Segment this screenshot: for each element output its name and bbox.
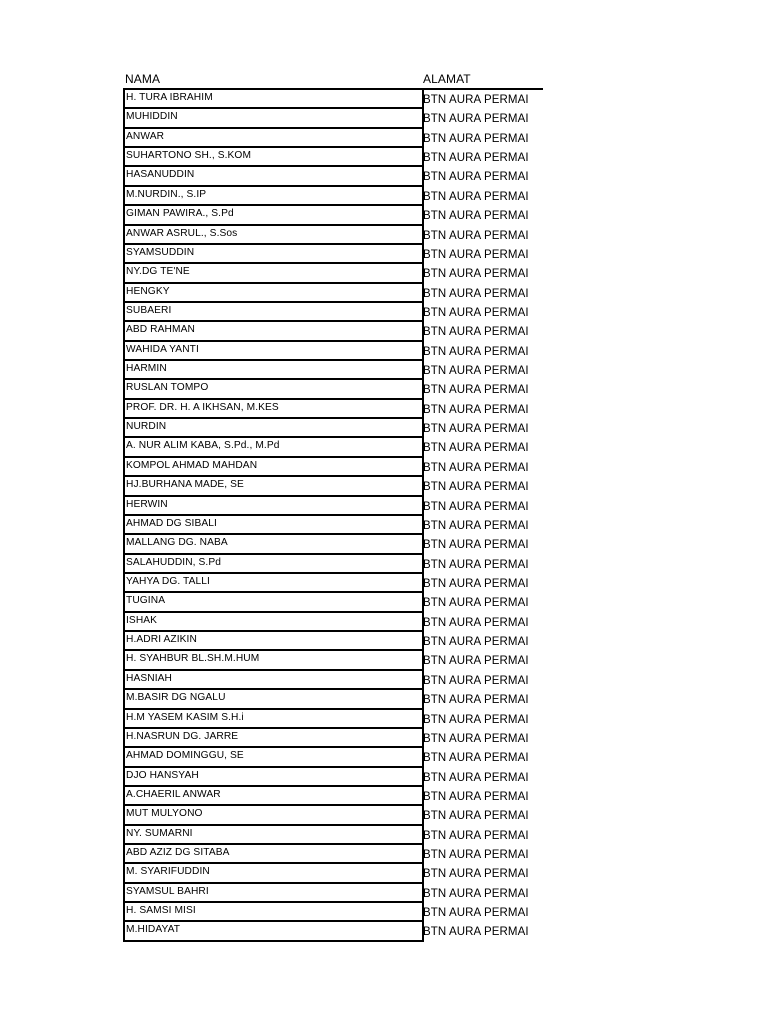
name-cell: HJ.BURHANA MADE, SE [123,477,424,496]
table-row [123,651,543,670]
name-cell: ABD RAHMAN [123,322,424,341]
address-cell: BTN AURA PERMAI [423,384,529,397]
table-row [123,245,543,264]
table-row [123,671,543,690]
table-row [123,864,543,883]
name-cell: PROF. DR. H. A IKHSAN, M.KES [123,400,424,419]
name-cell: H.M YASEM KASIM S.H.i [123,710,424,729]
address-cell: BTN AURA PERMAI [423,423,529,436]
name-cell: HERWIN [123,497,424,516]
name-cell: MALLANG DG. NABA [123,535,424,554]
table-row [123,187,543,206]
table-row [123,690,543,709]
address-cell: BTN AURA PERMAI [423,694,529,707]
table-row [123,109,543,128]
name-cell: M.NURDIN., S.IP [123,187,424,206]
name-cell: M. SYARIFUDDIN [123,864,424,883]
name-cell: M.BASIR DG NGALU [123,690,424,709]
table-row [123,361,543,380]
address-cell: BTN AURA PERMAI [423,461,529,474]
address-cell: BTN AURA PERMAI [423,732,529,745]
address-cell: BTN AURA PERMAI [423,248,529,261]
table-row [123,284,543,303]
name-cell: ABD AZIZ DG SITABA [123,845,424,864]
name-cell: NY. SUMARNI [123,826,424,845]
column-header-nama: NAMA [125,72,161,86]
table-row [123,826,543,845]
address-cell: BTN AURA PERMAI [423,94,529,106]
table-row [123,593,543,612]
name-cell: HASNIAH [123,671,424,690]
address-cell: BTN AURA PERMAI [423,481,529,494]
address-cell: BTN AURA PERMAI [423,597,529,610]
address-cell: BTN AURA PERMAI [423,539,529,552]
address-cell: BTN AURA PERMAI [423,655,529,668]
table-row [123,458,543,477]
name-cell: A.CHAERIL ANWAR [123,787,424,806]
address-cell: BTN AURA PERMAI [423,365,529,378]
address-cell: BTN AURA PERMAI [423,752,529,765]
address-cell: BTN AURA PERMAI [423,558,529,571]
address-cell: BTN AURA PERMAI [423,132,529,145]
table-row [123,477,543,496]
table-row [123,903,543,922]
address-cell: BTN AURA PERMAI [423,829,529,842]
table-row [123,342,543,361]
name-cell: H. SYAHBUR BL.SH.M.HUM [123,651,424,670]
name-cell: MUHIDDIN [123,109,424,128]
table-row [123,535,543,554]
name-cell: ISHAK [123,613,424,632]
address-cell: BTN AURA PERMAI [423,306,529,319]
name-cell: YAHYA DG. TALLI [123,574,424,593]
table-row [123,419,543,438]
table-row [123,710,543,729]
table-row [123,613,543,632]
address-cell: BTN AURA PERMAI [423,519,529,532]
table-row [123,768,543,787]
table-row [123,555,543,574]
name-cell: AHMAD DOMINGGU, SE [123,748,424,767]
table-row [123,264,543,283]
table-row [123,574,543,593]
address-cell: BTN AURA PERMAI [423,771,529,784]
address-cell: BTN AURA PERMAI [423,268,529,281]
name-cell: H.ADRI AZIKIN [123,632,424,651]
name-cell: HARMIN [123,361,424,380]
name-cell: H. TURA IBRAHIM [123,90,424,109]
name-cell: GIMAN PAWIRA., S.Pd [123,206,424,225]
name-cell: SUHARTONO SH., S.KOM [123,148,424,167]
table-row [123,729,543,748]
table-row [123,748,543,767]
address-cell: BTN AURA PERMAI [423,152,529,165]
name-cell: SYAMSUDDIN [123,245,424,264]
name-cell: RUSLAN TOMPO [123,380,424,399]
address-cell: BTN AURA PERMAI [423,636,529,649]
table-row [123,206,543,225]
name-cell: ANWAR [123,129,424,148]
address-cell: BTN AURA PERMAI [423,113,529,126]
address-cell: BTN AURA PERMAI [423,210,529,223]
name-cell: SYAMSUL BAHRI [123,884,424,903]
column-header-alamat: ALAMAT [423,72,471,86]
table-row [123,380,543,399]
address-cell: BTN AURA PERMAI [423,500,529,513]
table-row [123,884,543,903]
address-cell: BTN AURA PERMAI [423,442,529,455]
name-cell: SUBAERI [123,303,424,322]
address-cell: BTN AURA PERMAI [423,345,529,358]
name-cell: TUGINA [123,593,424,612]
name-cell: SALAHUDDIN, S.Pd [123,555,424,574]
address-cell: BTN AURA PERMAI [423,171,529,184]
address-cell: BTN AURA PERMAI [423,326,529,339]
address-cell: BTN AURA PERMAI [423,229,529,242]
name-cell: KOMPOL AHMAD MAHDAN [123,458,424,477]
name-cell: A. NUR ALIM KABA, S.Pd., M.Pd [123,438,424,457]
address-cell: BTN AURA PERMAI [423,849,529,862]
name-cell: AHMAD DG SIBALI [123,516,424,535]
address-cell: BTN AURA PERMAI [423,713,529,726]
table-row [123,148,543,167]
table-header [123,70,543,88]
table-row [123,787,543,806]
name-cell: MUT MULYONO [123,806,424,825]
table-row [123,90,543,109]
table-body [123,88,543,942]
resident-table [123,70,543,942]
address-cell: BTN AURA PERMAI [423,907,529,920]
address-cell: BTN AURA PERMAI [423,287,529,300]
table-row [123,303,543,322]
table-row [123,922,543,941]
table-row [123,845,543,864]
table-row [123,129,543,148]
table-row [123,167,543,186]
address-cell: BTN AURA PERMAI [423,926,529,939]
address-cell: BTN AURA PERMAI [423,616,529,629]
table-row [123,322,543,341]
address-cell: BTN AURA PERMAI [423,887,529,900]
table-row [123,226,543,245]
table-row [123,632,543,651]
name-cell: H.NASRUN DG. JARRE [123,729,424,748]
name-cell: WAHIDA YANTI [123,342,424,361]
name-cell: ANWAR ASRUL., S.Sos [123,226,424,245]
address-cell: BTN AURA PERMAI [423,868,529,881]
address-cell: BTN AURA PERMAI [423,790,529,803]
address-cell: BTN AURA PERMAI [423,674,529,687]
table-row [123,438,543,457]
address-cell: BTN AURA PERMAI [423,810,529,823]
table-row [123,400,543,419]
name-cell: HASANUDDIN [123,167,424,186]
name-cell: NURDIN [123,419,424,438]
table-row [123,497,543,516]
address-cell: BTN AURA PERMAI [423,403,529,416]
address-cell: BTN AURA PERMAI [423,190,529,203]
table-row [123,806,543,825]
name-cell: M.HIDAYAT [123,922,424,941]
name-cell: DJO HANSYAH [123,768,424,787]
name-cell: H. SAMSI MISI [123,903,424,922]
address-cell: BTN AURA PERMAI [423,577,529,590]
name-cell: NY.DG TE'NE [123,264,424,283]
name-cell: HENGKY [123,284,424,303]
table-row [123,516,543,535]
